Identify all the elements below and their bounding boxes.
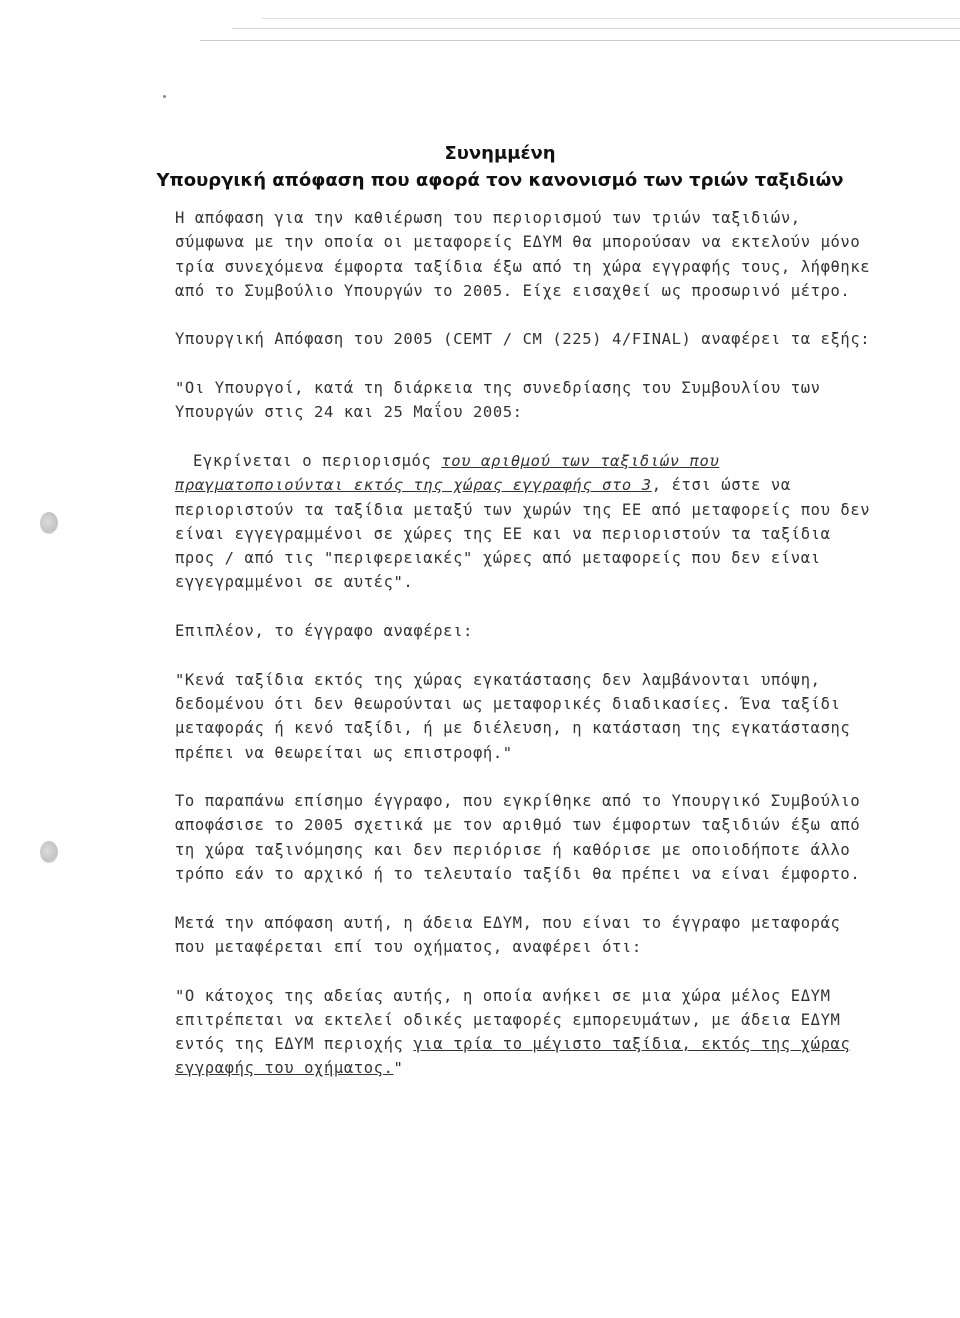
paragraph-decision-ref: Υπουργική Απόφαση του 2005 (CEMT / CM (225) 4/FINAL) αναφέρει τα εξής:	[175, 330, 871, 349]
punch-hole-bottom	[40, 841, 58, 863]
approval-text-start: Εγκρίνεται ο περιορισμός	[193, 451, 442, 470]
license-quote-end: "	[393, 1059, 404, 1078]
paragraph-furthermore: Επιπλέον, το έγγραφο αναφέρει:	[175, 622, 473, 641]
document-title: Συνημμένη	[444, 143, 556, 164]
license-quote-start: "Ο κάτοχος της αδείας αυτής, η οποία ανήκει σε μια χώρα μέλος ΕΔΥΜ επιτρέπεται να εκτελεί οδικές μεταφορές εμπορευμάτων, με άδεια ΕΔΥΜ εντός της ΕΔΥΜ περιοχής	[175, 986, 841, 1054]
approval-text-end: , έτσι ώστε να περιοριστούν τα ταξίδια μεταξύ των χωρών της ΕΕ από μεταφορείς που δεν είναι εγγεγραμμένοι σε χώρες της ΕΕ και να περιοριστούν τα ταξίδια προς / από τις "περιφερειακές" χώρες από μεταφορείς που δεν είναι εγγεγραμμένοι σε αυτές".	[175, 476, 871, 592]
document-subtitle: Υπουργική απόφαση που αφορά τον κανονισμό των τριών ταξιδιών	[156, 170, 844, 191]
scan-speck	[163, 95, 166, 98]
license-quote-underlined: για τρία το μέγιστο ταξίδια, εκτός της χώρας εγγραφής του οχήματος.	[175, 1035, 851, 1078]
paragraph-license-quote	[175, 984, 875, 1081]
stacked-page-edge	[262, 0, 960, 19]
paragraph-empty-trips: "Κενά ταξίδια εκτός της χώρας εγκατάστασης δεν λαμβάνονται υπόψη, δεδομένου ότι δεν θεωρούνται ως μεταφορικές διαδικασίες. Ένα ταξίδι μεταφοράς ή κενό ταξίδι, ή με διέλευση, η κατάσταση της εγκατάστασης πρέπει να θεωρείται ως επιστροφή."	[175, 670, 851, 762]
paragraph-license: Μετά την απόφαση αυτή, η άδεια ΕΔΥΜ, που είναι το έγγραφο μεταφοράς που μεταφέρεται επί του οχήματος, αναφέρει ότι:	[175, 913, 841, 956]
paragraph-intro: Η απόφαση για την καθιέρωση του περιορισμού των τριών ταξιδιών, σύμφωνα με την οποία οι μεταφορείς ΕΔΥΜ θα μπορούσαν να εκτελούν μόνο τρία συνεχόμενα έμφορτα ταξίδια έξω από τη χώρα εγγραφής τους, λήφθηκε από το Συμβούλιο Υπουργών το 2005. Είχε εισαχθεί ως προσωρινό μέτρο.	[175, 209, 871, 300]
document-body	[175, 206, 875, 1105]
punch-hole-top	[40, 512, 58, 534]
paragraph-official-document: Το παραπάνω επίσημο έγγραφο, που εγκρίθηκε από το Υπουργικό Συμβούλιο αποφάσισε το 2005 σχετικά με τον αριθμό των έμφορτων ταξιδιών έξω από τη χώρα ταξινόμησης και δεν περιόρισε ή καθόρισε με οποιοδήποτε άλλο τρόπο εάν το αρχικό ή το τελευταίο ταξίδι θα πρέπει να είναι έμφορτο.	[175, 792, 861, 884]
paragraph-quote-start: "Οι Υπουργοί, κατά τη διάρκεια της συνεδρίασης του Συμβουλίου των Υπουργών στις 24 και 25 Μαΐου 2005:	[175, 379, 821, 422]
approval-text-underlined: του αριθμού των ταξιδιών που πραγματοποιούνται εκτός της χώρας εγγραφής στο 3	[175, 451, 720, 495]
paragraph-approval	[175, 449, 875, 595]
